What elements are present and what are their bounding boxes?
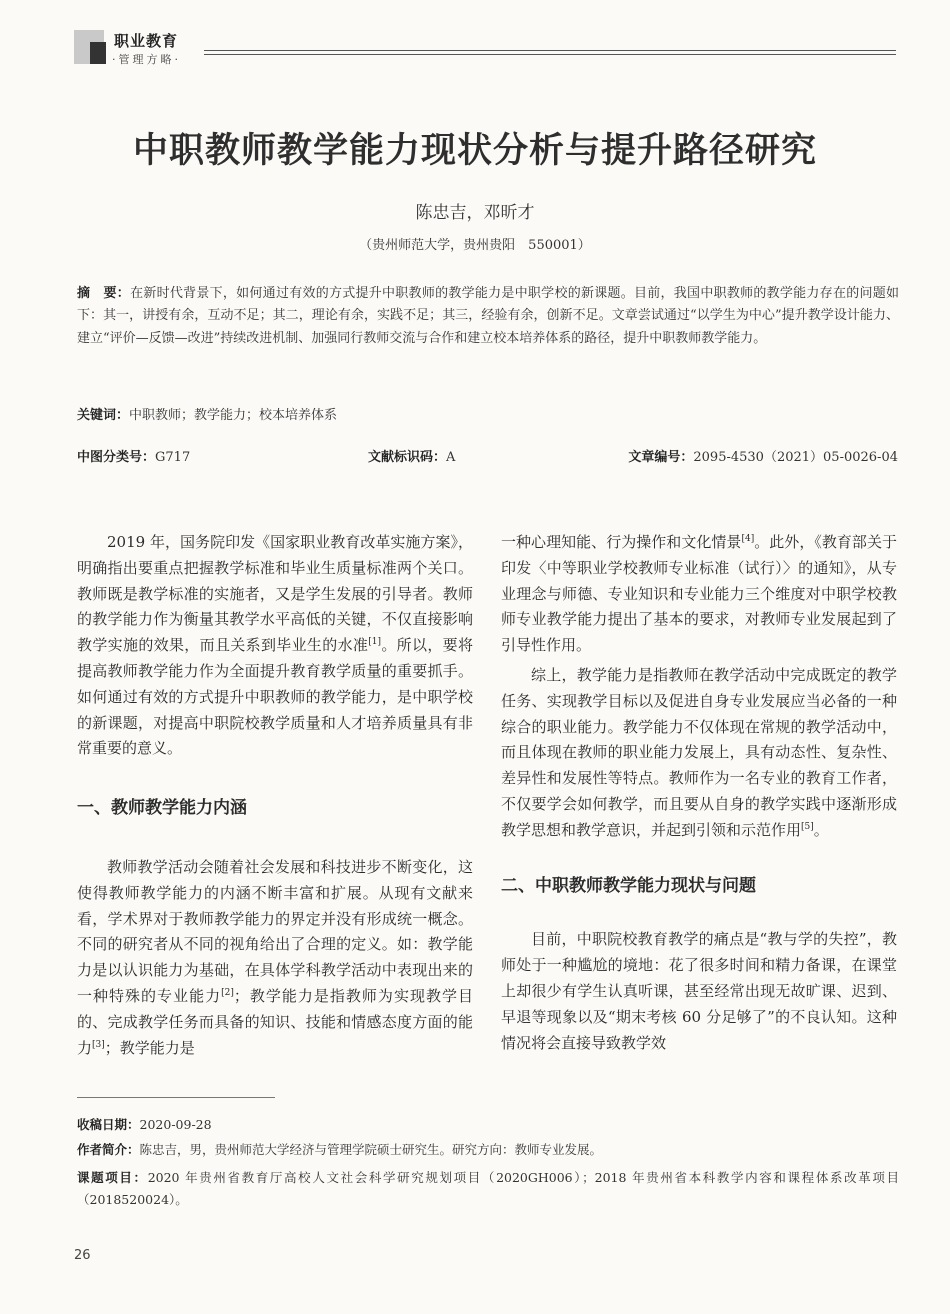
body-column-left [77,530,473,1061]
doc-label: 文献标识码： [368,450,447,465]
header-rule-bottom [204,54,896,55]
citation: [3] [92,1039,105,1050]
project-info [77,1167,899,1211]
section-heading-1: 一、教师教学能力内涵 [77,798,247,819]
project-value: 2020 年贵州省教育厅高校人文社会科学研究规划项目（2020GH006）；2018 年贵州省本科教学内容和课程体系改革项目（2018520024）。 [77,1170,899,1207]
abstract [77,283,899,350]
body-text: 综上，教学能力是指教师在教学活动中完成既定的教学任务、实现教学目标以及促进自身专业发展应当必备的一种综合的职业能力。教学能力不仅体现在常规的教学活动中，而且体现在教师的职业能力发展上，具有动态性、复杂性、差异性和发展性等特点。教师作为一名专业的教育工作者，不仅要学会如何教学，而且要从自身的教学实践中逐渐形成教学思想和教学意识，并起到引领和示范作用 [501,665,897,839]
footnote-rule [77,1097,275,1098]
body-text: 2019 年，国务院印发《国家职业教育改革实施方案》，明确指出要重点把握教学标准和毕业生质量标准两个关口。教师既是教学标准的实施者，又是学生发展的引导者。教师的教学能力作为衡量其教学水平高低的关键，不仅直接影响教学实施的效果，而且关系到毕业生的水准 [77,533,473,655]
body-text: 。此外，《教育部关于印发〈中等职业学校教师专业标准（试行）〉的通知》，从专业理念与师德、专业知识和专业能力三个维度对中职学校教师专业教学能力提出了基本的要求，对教师专业发展起到了引导性作用。 [501,533,897,655]
received-label: 收稿日期： [77,1117,140,1132]
citation: [2] [221,987,234,998]
keywords-text: 中职教师；教学能力；校本培养体系 [129,408,338,423]
article-authors: 陈忠吉，邓昕才 [415,203,535,223]
clc-number [77,446,190,465]
body-paragraph: 目前，中职院校教育教学的痛点是“教与学的失控”，教师处于一种尴尬的境地：花了很多时间和精力备课，在课堂上却很少有学生认真听课，甚至经常出现无故旷课、迟到、早退等现象以及“期末考核 60 分足够了”的不良认知。这种情况将会直接导致教学效 [501,930,897,1052]
received-date [77,1114,899,1136]
doc-value: A [446,450,456,465]
section-heading-2: 二、中职教师教学能力现状与问题 [501,875,756,896]
abstract-label: 摘 要： [77,286,131,301]
header-logo-block-dark [90,42,106,64]
abstract-text: 在新时代背景下，如何通过有效的方式提升中职教师的教学能力是中职学校的新课题。目前，我国中职教师的教学能力存在的问题如下：其一，讲授有余，互动不足；其二，理论有余，实践不足；其三，经验有余，创新不足。文章尝试通过“以学生为中心”提升教学设计能力、建立“评价—反馈—改进”持续改进机制、加强同行教师交流与合作和建立校本培养体系的路径，提升中职教师教学能力。 [77,286,899,346]
body-paragraph [501,663,897,844]
clc-value: G717 [155,450,191,465]
body-paragraph [501,530,897,659]
body-paragraph [77,855,473,1061]
keywords [77,404,337,423]
article-id [628,446,898,465]
clc-label: 中图分类号： [77,450,156,465]
article-affiliation: （贵州师范大学，贵州贵阳 550001） [359,238,591,253]
body-text: 一种心理知能、行为操作和文化情景 [501,533,742,551]
journal-name: 职业教育 [114,32,179,50]
body-text: ；教学能力是 [104,1038,195,1057]
citation: [4] [741,534,755,544]
body-paragraph [77,530,473,762]
author-bio-value: 陈忠吉，男，贵州师范大学经济与管理学院硕士研究生。研究方向：教师专业发展。 [139,1142,603,1157]
article-id-label: 文章编号： [628,450,694,465]
body-text: ；教学能力是指教师为实现教学目的、完成教学任务而具备的知识、技能和情感态度方面的能力 [77,986,473,1057]
body-text: 。 [813,820,829,839]
author-bio-label: 作者简介： [77,1142,140,1157]
body-text: 。所以，要将提高教师教学能力作为全面提升教育教学质量的重要抓手。如何通过有效的方式提升中职教师的教学能力，是中职学校的新课题，对提高中职院校教学质量和人才培养质量具有非常重要的意义。 [77,636,473,758]
article-id-value: 2095-4530（2021）05-0026-04 [693,450,898,465]
page-number: 26 [74,1248,91,1263]
body-column-right [501,530,897,1056]
citation: [1] [368,637,381,648]
header-rule-top [204,50,896,51]
doc-code [368,446,455,465]
keywords-label: 关键词： [77,408,130,423]
author-bio [77,1139,899,1161]
citation: [5] [801,821,814,832]
received-value: 2020-09-28 [139,1117,212,1132]
body-text: 教师教学活动会随着社会发展和科技进步不断变化，这使得教师教学能力的内涵不断丰富和扩展。从现有文献来看，学术界对于教师教学能力的界定并没有形成统一概念。不同的研究者从不同的视角给出了合理的定义。如：教学能力是以认识能力为基础，在具体学科教学活动中表现出来的一种特殊的专业能力 [77,857,473,1005]
article-title: 中职教师教学能力现状分析与提升路径研究 [132,131,817,171]
section-name: ·管理方略· [112,53,181,66]
project-label: 课题项目： [77,1170,148,1185]
